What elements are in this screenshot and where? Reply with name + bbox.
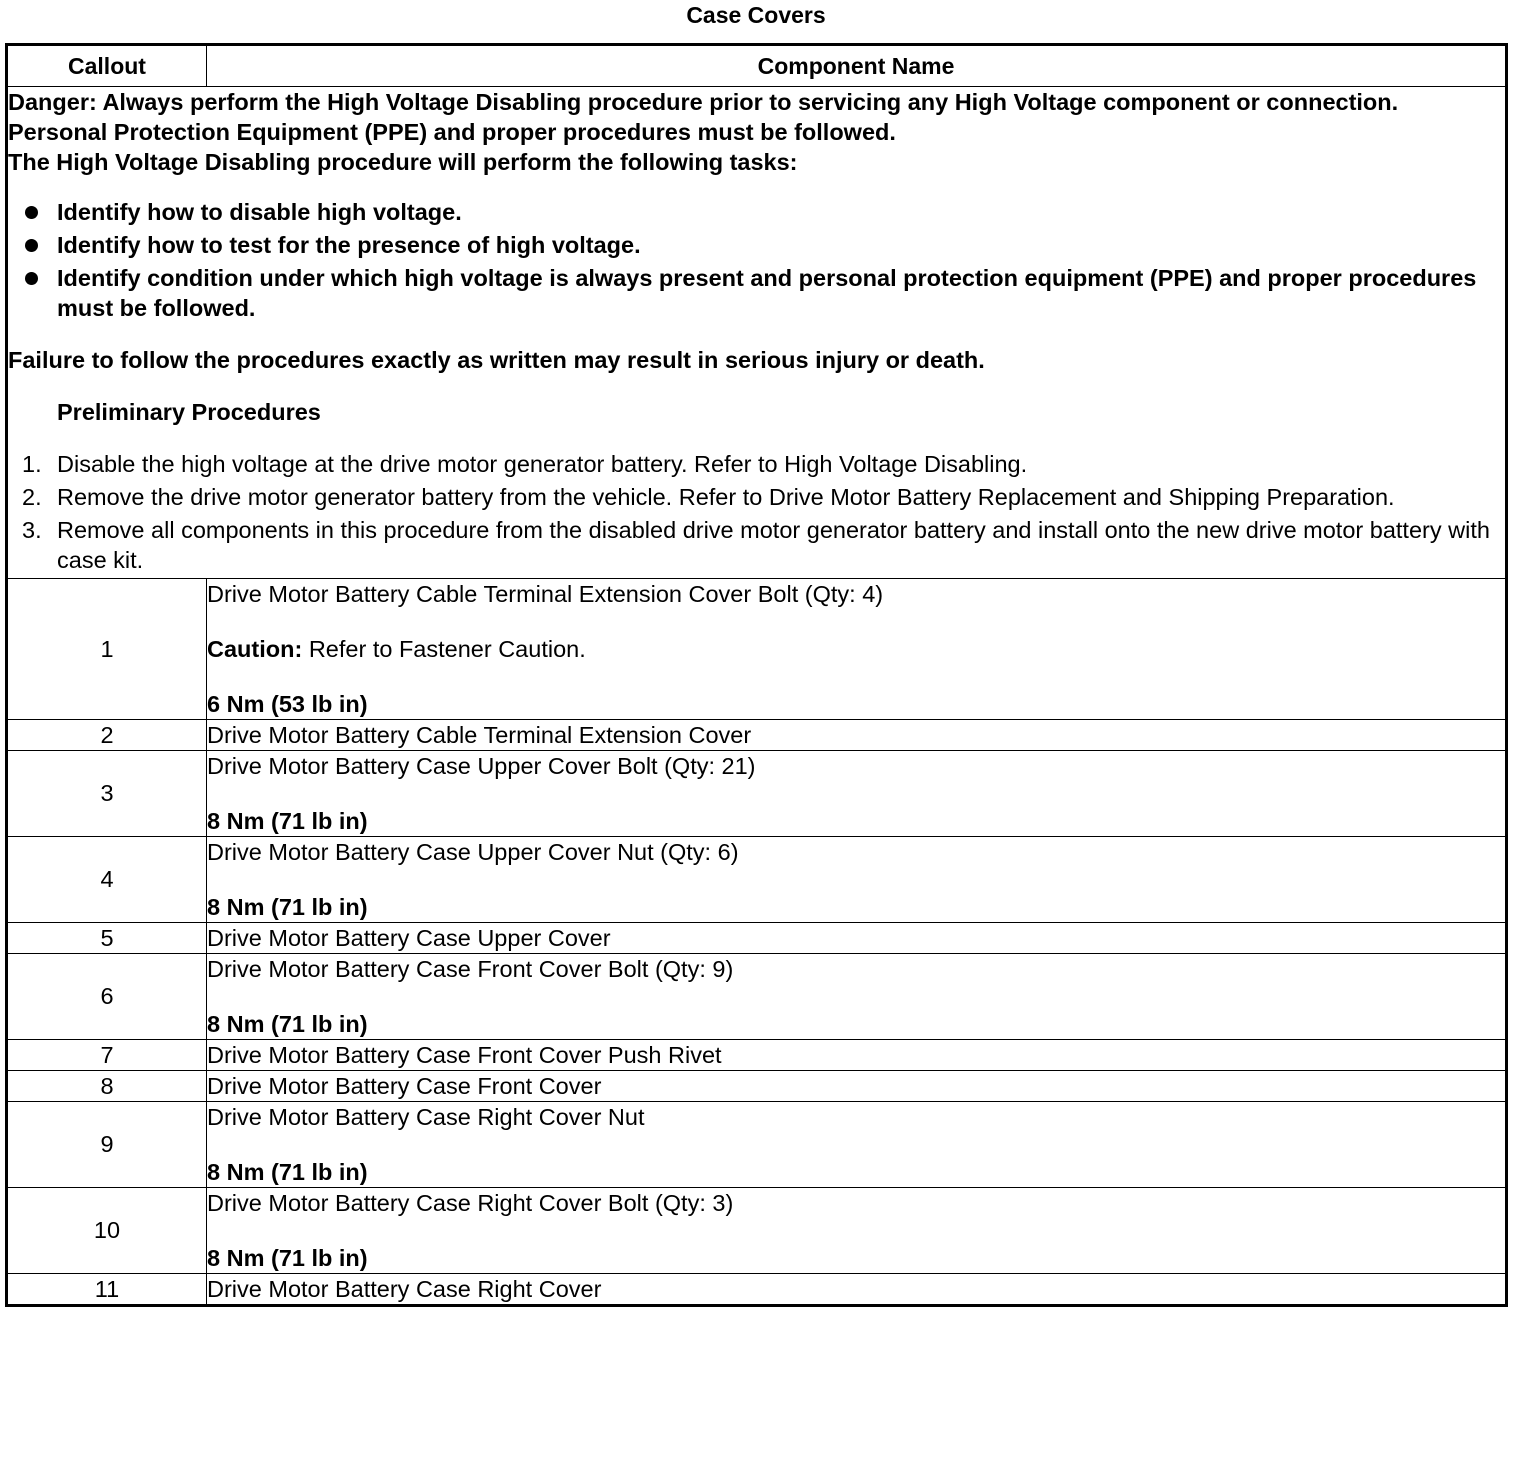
component-cell	[207, 720, 1507, 751]
component-cell	[207, 751, 1507, 837]
task-bullet-list	[8, 197, 1505, 323]
table-row	[7, 837, 1507, 923]
torque-spec: 8 Nm (71 lb in)	[207, 1245, 368, 1271]
callout-column-header: Callout	[7, 45, 207, 87]
list-item	[8, 197, 1505, 227]
table-row	[7, 1188, 1507, 1274]
component-name: Drive Motor Battery Case Front Cover Push Rivet	[207, 1042, 722, 1068]
component-cell	[207, 579, 1507, 720]
component-name: Drive Motor Battery Cable Terminal Extension Cover	[207, 722, 752, 748]
callout-cell: 6	[7, 954, 207, 1040]
torque-spec: 8 Nm (71 lb in)	[207, 894, 368, 920]
component-cell	[207, 1040, 1507, 1071]
notice-row	[7, 87, 1507, 579]
component-cell	[207, 837, 1507, 923]
component-name: Drive Motor Battery Case Front Cover Bolt (Qty: 9)	[207, 956, 734, 982]
component-name: Drive Motor Battery Case Upper Cover Bolt (Qty: 21)	[207, 753, 756, 779]
failure-warning: Failure to follow the procedures exactly as written may result in serious injury or death.	[8, 347, 985, 373]
caution-label: Caution:	[207, 636, 303, 662]
callout-cell: 8	[7, 1071, 207, 1102]
torque-spec: 6 Nm (53 lb in)	[207, 691, 368, 717]
table-row	[7, 954, 1507, 1040]
component-name: Drive Motor Battery Cable Terminal Extension Cover Bolt (Qty: 4)	[207, 581, 884, 607]
table-row	[7, 923, 1507, 954]
list-item	[8, 230, 1505, 260]
table-row	[7, 1102, 1507, 1188]
table-row	[7, 751, 1507, 837]
step-number: 2.	[22, 484, 42, 510]
table-row	[7, 1274, 1507, 1306]
danger-line: Danger: Always perform the High Voltage Disabling procedure prior to servicing any High Voltage component or connection.	[8, 89, 1399, 115]
list-item	[8, 515, 1505, 575]
torque-spec: 8 Nm (71 lb in)	[207, 1159, 368, 1185]
component-cell	[207, 1188, 1507, 1274]
procedure-step-list	[8, 449, 1505, 575]
callout-cell: 2	[7, 720, 207, 751]
table-header-row	[7, 45, 1507, 87]
callout-cell: 5	[7, 923, 207, 954]
table-row	[7, 1040, 1507, 1071]
danger-line: Personal Protection Equipment (PPE) and proper procedures must be followed.	[8, 119, 896, 145]
callout-cell: 4	[7, 837, 207, 923]
torque-spec: 8 Nm (71 lb in)	[207, 808, 368, 834]
callout-cell: 3	[7, 751, 207, 837]
component-name: Drive Motor Battery Case Front Cover	[207, 1073, 602, 1099]
callout-cell: 7	[7, 1040, 207, 1071]
component-cell	[207, 1274, 1507, 1306]
step-text: Remove all components in this procedure from the disabled drive motor generator battery and install onto the new drive motor battery with case kit.	[57, 517, 1490, 573]
component-name: Drive Motor Battery Case Upper Cover Nut (Qty: 6)	[207, 839, 739, 865]
component-name: Drive Motor Battery Case Right Cover	[207, 1276, 602, 1302]
step-text: Remove the drive motor generator battery from the vehicle. Refer to Drive Motor Battery Replacement and Shipping Preparation.	[57, 484, 1395, 510]
callout-cell: 11	[7, 1274, 207, 1306]
bullet-icon	[25, 239, 38, 252]
torque-spec: 8 Nm (71 lb in)	[207, 1011, 368, 1037]
step-number: 3.	[22, 517, 42, 543]
bullet-text: Identify how to disable high voltage.	[57, 199, 462, 225]
bullet-icon	[25, 206, 38, 219]
list-item	[8, 482, 1505, 512]
bullet-icon	[25, 272, 38, 285]
table-row	[7, 579, 1507, 720]
step-text: Disable the high voltage at the drive motor generator battery. Refer to High Voltage Disabling.	[57, 451, 1028, 477]
component-name-column-header: Component Name	[207, 45, 1507, 87]
bullet-text: Identify condition under which high voltage is always present and personal protection equipment (PPE) and proper procedures must be followed.	[57, 265, 1477, 321]
table-row	[7, 720, 1507, 751]
case-covers-table	[5, 43, 1508, 1307]
component-name: Drive Motor Battery Case Upper Cover	[207, 925, 611, 951]
component-cell	[207, 954, 1507, 1040]
component-cell	[207, 923, 1507, 954]
danger-notice	[7, 87, 1507, 579]
table-row	[7, 1071, 1507, 1102]
component-name: Drive Motor Battery Case Right Cover Nut	[207, 1104, 645, 1130]
callout-cell: 10	[7, 1188, 207, 1274]
component-name: Drive Motor Battery Case Right Cover Bolt (Qty: 3)	[207, 1190, 734, 1216]
step-number: 1.	[22, 451, 42, 477]
list-item	[8, 449, 1505, 479]
callout-cell: 9	[7, 1102, 207, 1188]
preliminary-procedures-heading: Preliminary Procedures	[57, 399, 321, 425]
danger-line: The High Voltage Disabling procedure will perform the following tasks:	[8, 149, 798, 175]
page-title: Case Covers	[686, 2, 826, 28]
callout-cell: 1	[7, 579, 207, 720]
component-cell	[207, 1102, 1507, 1188]
caution-note	[207, 634, 1505, 664]
list-item	[8, 263, 1505, 323]
caution-text: Refer to Fastener Caution.	[302, 636, 586, 662]
component-cell	[207, 1071, 1507, 1102]
bullet-text: Identify how to test for the presence of high voltage.	[57, 232, 641, 258]
